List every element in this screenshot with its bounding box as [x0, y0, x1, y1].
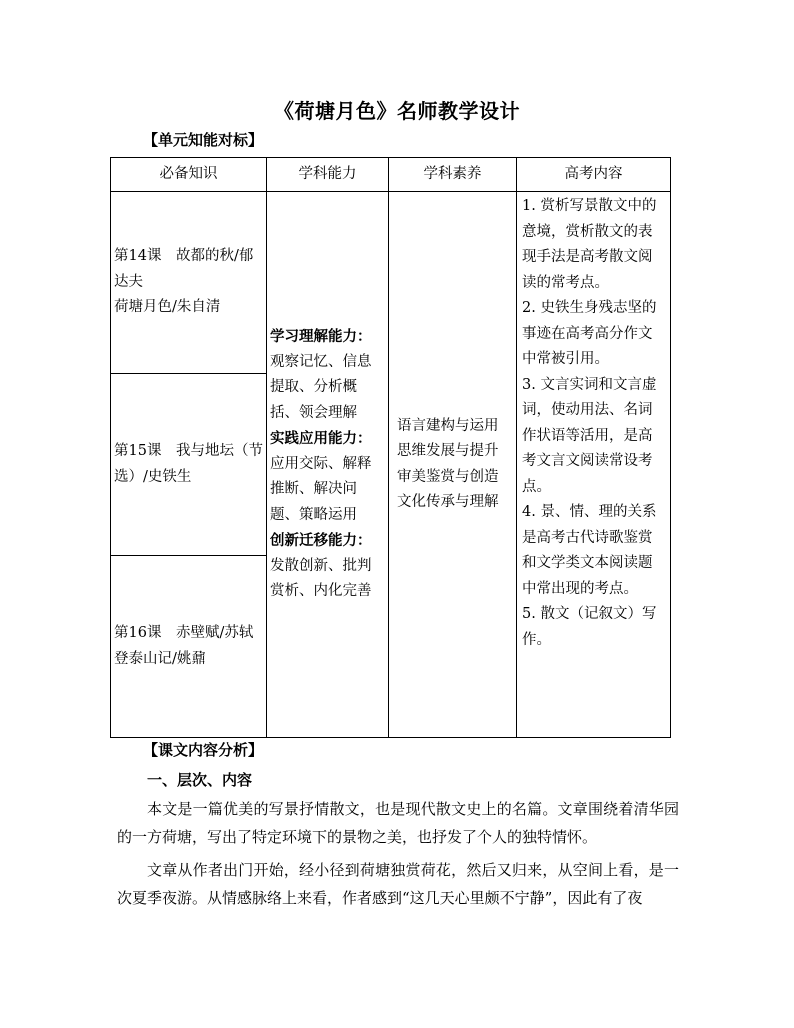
- table-header-ability: 学科能力: [267, 158, 389, 192]
- lesson-14-line: 荷塘月色/朱自清: [114, 299, 221, 316]
- ability-label: 学习理解能力：: [270, 328, 372, 346]
- ability-text: 观察记忆、信息提取、分析概括、领会理解: [270, 353, 372, 421]
- exam-content-item: 2. 史铁生身残志坚的事迹在高考高分作文中常被引用。: [522, 300, 657, 367]
- table-header-literacy: 学科素养: [389, 158, 517, 192]
- table-header-row: [111, 158, 671, 192]
- section-heading-unit-standards: 【单元知能对标】: [143, 131, 264, 149]
- exam-content-item: 5. 散文（记叙文）写作。: [522, 606, 657, 648]
- exam-content-item: 1. 赏析写景散文中的意境，赏析散文的表现手法是高考散文阅读的常考点。: [522, 198, 657, 291]
- literacy-item: 语言建构与运用: [397, 417, 499, 434]
- ability-text: 应用交际、解释推断、解决问题、策略运用: [270, 455, 372, 523]
- literacy-item: 文化传承与理解: [397, 494, 499, 510]
- body-paragraph: 文章从作者出门开始，经小径到荷塘独赏荷花，然后又归来，从空间上看，是一次夏季夜游。从情感脉络上来看，作者感到“这几天心里颇不宁静”，因此有了夜: [117, 861, 679, 907]
- subsection-heading-structure: 一、层次、内容: [147, 771, 253, 789]
- table-header-exam-content: 高考内容: [517, 158, 671, 192]
- page-title: 《荷塘月色》名师教学设计: [274, 99, 520, 123]
- knowledge-cell-lesson-14: [111, 192, 267, 374]
- exam-content-cell: [517, 192, 671, 738]
- table-row: [111, 192, 671, 374]
- lesson-16-line: 登泰山记/姚鼐: [114, 650, 206, 667]
- lesson-16-line: 第16课 赤壁赋/苏轼: [114, 625, 254, 641]
- table-header-knowledge: 必备知识: [111, 158, 267, 192]
- body-paragraph: 本文是一篇优美的写景抒情散文，也是现代散文史上的名篇。文章围绕着清华园的一方荷塘，写出了特定环境下的景物之美，也抒发了个人的独特情怀。: [117, 800, 679, 846]
- literacy-cell: [389, 192, 517, 738]
- knowledge-cell-lesson-16: [111, 556, 267, 738]
- ability-text: 发散创新、批判赏析、内化完善: [270, 557, 372, 600]
- lesson-14-line: 第14课 故都的秋/郁达夫: [114, 248, 254, 290]
- section-heading-text-analysis: 【课文内容分析】: [143, 741, 264, 759]
- ability-cell: [267, 192, 389, 738]
- exam-content-item: 3. 文言实词和文言虚词，使动用法、名词作状语等活用，是高考文言文阅读常设考点。: [522, 376, 657, 495]
- unit-standards-table: [110, 157, 671, 738]
- literacy-item: 审美鉴赏与创造: [397, 468, 499, 485]
- lesson-15-line: 第15课 我与地坛（节选）/史铁生: [114, 443, 263, 485]
- knowledge-cell-lesson-15: [111, 374, 267, 556]
- ability-label: 实践应用能力：: [270, 430, 372, 448]
- exam-content-item: 4. 景、情、理的关系是高考古代诗歌鉴赏和文学类文本阅读题中常出现的考点。: [522, 504, 657, 597]
- ability-label: 创新迁移能力：: [270, 532, 372, 550]
- literacy-item: 思维发展与提升: [397, 443, 499, 459]
